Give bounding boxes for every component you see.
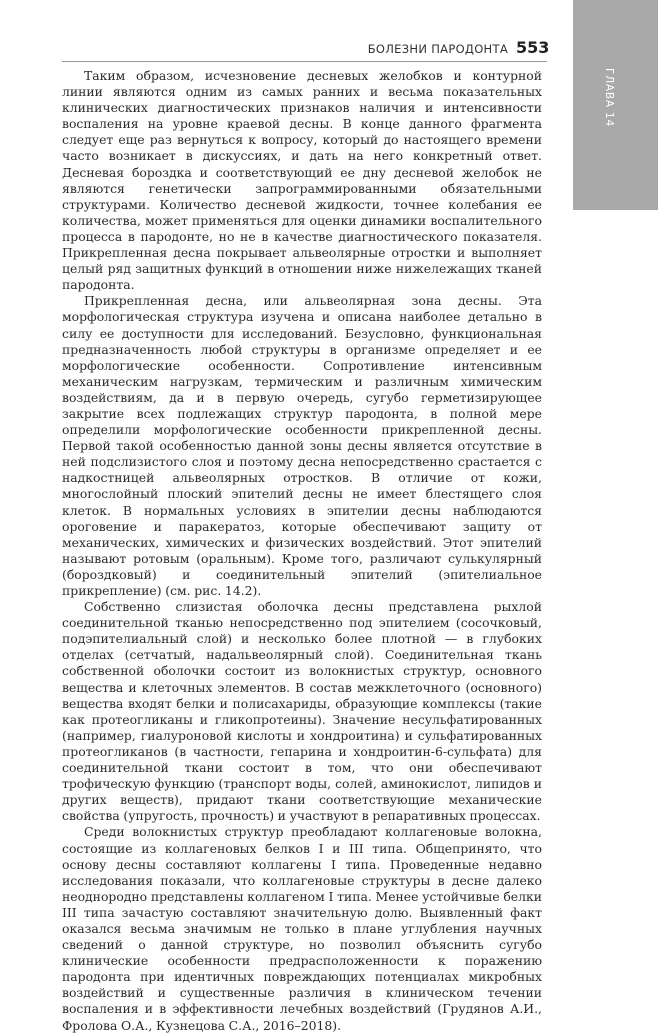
page-number: 553 — [516, 38, 550, 57]
header-divider — [62, 61, 547, 62]
paragraph: Среди волокнистых структур преобладают коллагеновые волокна, состоящие из коллагеновых белков I и III типа. Общепринято, что основу десны составляют коллагены I типа. Проведенные недавно исследования показали, что коллагеновые структуры в десне далеко неоднородно представлены коллагеном I типа. Менее устойчивые белки III типа зачастую составляют значительную долю. Выявленный факт оказался весьма значимым не только в плане углубления научных сведений о данной структуре, но позволил объяснить сугубо клинические особенности предрасположенности к поражению пародонта при идентичных повреждающих потенциалах микробных воздействий и существенные различия в клиническом течении воспаления и в эффективности лечебных воздействий (Грудянов А.И., Фролова О.А., Кузнецова С.А., 2016–2018). — [62, 824, 542, 1033]
paragraph: Таким образом, исчезновение десневых желобков и контурной линии являются одним из самых ранних и весьма показательных клинических диагностических признаков наличия и интенсивности воспаления на уровне краевой десны. В конце данного фрагмента следует еще раз вернуться к вопросу, который до настоящего времени часто возникает в дискуссиях, и дать на него конкретный ответ. Десневая бороздка и соответствующий ее дну десневой желобок не являются генетически запрограммированными обязательными структурами. Количество десневой жидкости, точнее колебания ее количества, может применяться для оценки динамики воспалительного процесса в пародонте, но не в качестве диагностического показателя. Прикрепленная десна покрывает альвеолярные отростки и выполняет целый ряд защитных функций в отношении ниже нижележащих тканей пародонта. — [62, 68, 542, 293]
running-title: БОЛЕЗНИ ПАРОДОНТА — [367, 42, 508, 56]
chapter-tab — [573, 0, 658, 210]
paragraph: Прикрепленная десна, или альвеолярная зона десны. Эта морфологическая структура изучена и описана наиболее детально в силу ее доступности для исследований. Безусловно, функциональная предназначенность любой структуры в организме определяет и ее морфологические особенности. Сопротивление интенсивным механическим нагрузкам, термическим и различным химическим воздействиям, да и в первую очередь, сугубо герметизирующее закрытие всех подлежащих структур пародонта, в полной мере определили морфологические особенности прикрепленной десны. Первой такой особенностью данной зоны десны является отсутствие в ней подслизистого слоя и поэтому десна непосредственно срастается с надкостницей альвеолярных отростков. В отличие от кожи, многослойный плоский эпителий десны не имеет блестящего слоя клеток. В нормальных условиях в эпителии десны наблюдаются ороговение и паракератоз, которые обеспечивают защиту от механических, химических и физических воздействий. Этот эпителий называют ротовым (оральным). Кроме того, различают сулькулярный (бороздковый) и соединительный эпителий (эпителиальное прикрепление) (см. рис. 14.2). — [62, 293, 542, 598]
main-text — [62, 68, 542, 1034]
chapter-label: ГЛАВА 14 — [603, 68, 615, 127]
paragraph: Собственно слизистая оболочка десны представлена рыхлой соединительной тканью непосредственно под эпителием (сосочковый, подэпителиальный слой) и несколько более плотной — в глубоких отделах (сетчатый, надальвеолярный слой). Соединительная ткань собственной оболочки состоит из волокнистых структур, основного вещества и клеточных элементов. В состав межклеточного (основного) вещества входят белки и полисахариды, образующие комплексы (такие как протеогликаны и гликопротеины). Значение несульфатированных (например, гиалуроновой кислоты и хондроитина) и сульфатированных протеогликанов (в частности, гепарина и хондроитин-6-сульфата) для соединительной ткани состоит в том, что они обеспечивают трофическую функцию (транспорт воды, солей, аминокислот, липидов и других веществ), придают ткани соответствующие механические свойства (упругость, прочность) и участвуют в репаративных процессах. — [62, 599, 542, 824]
